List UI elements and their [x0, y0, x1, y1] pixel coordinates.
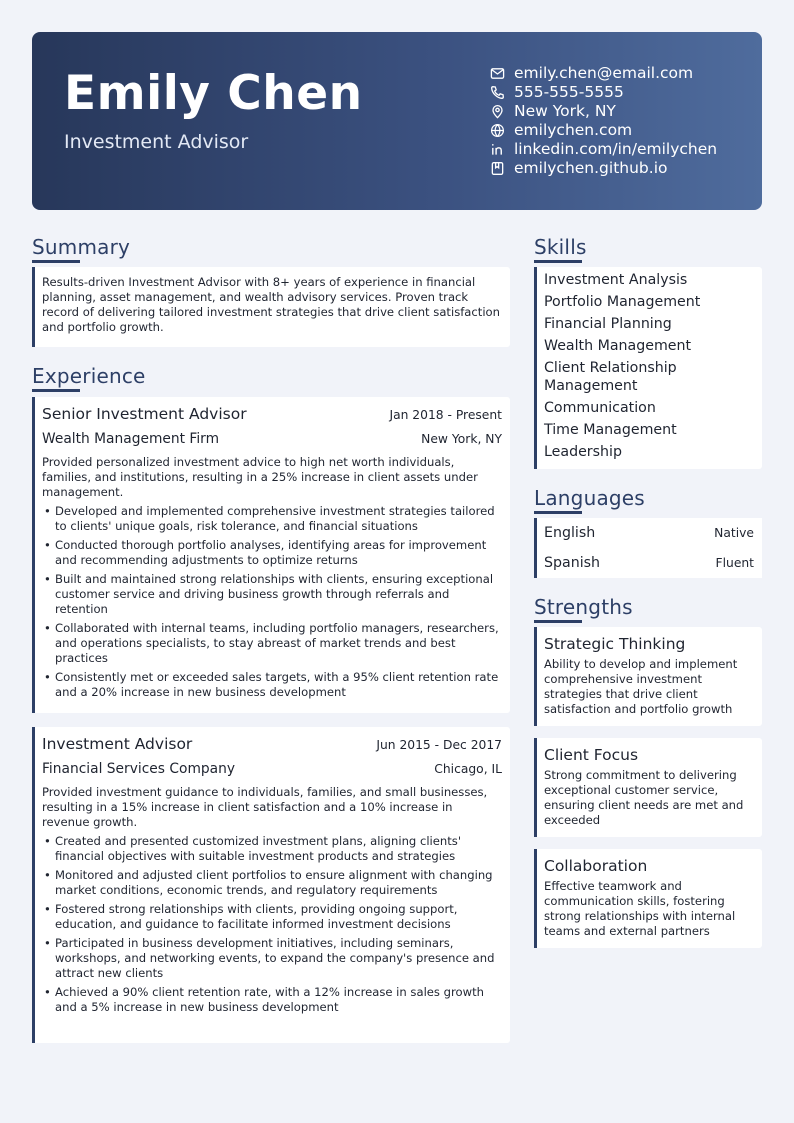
contact-linkedin-text: linkedin.com/in/emilychen [514, 140, 718, 158]
skill-item: Time Management [544, 422, 677, 438]
resume-header [32, 32, 762, 210]
contact-linkedin[interactable] [490, 140, 756, 159]
language-level: Native [714, 526, 754, 540]
job-bullet: • Monitored and adjusted client portfolios to ensure alignment with changing market conditions, economic trends, and regulatory requirements [42, 868, 502, 898]
contact-location-text: New York, NY [514, 102, 616, 120]
job-bullet: • Built and maintained strong relationships with clients, ensuring exceptional customer service and driving business growth through referrals and retention [42, 572, 502, 617]
job-bullets [42, 834, 502, 1015]
mail-icon [490, 66, 505, 81]
candidate-role: Investment Advisor [64, 131, 249, 153]
skill-item: Communication [544, 400, 656, 416]
job-location: Chicago, IL [434, 762, 502, 776]
strength-card [534, 849, 762, 948]
strength-title: Collaboration [544, 857, 648, 875]
candidate-name: Emily Chen [64, 66, 363, 121]
job-bullet: • Collaborated with internal teams, including portfolio managers, researchers, and operations specialists, to stay abreast of market trends and best practices [42, 621, 502, 666]
strength-card [534, 627, 762, 726]
skill-item: Portfolio Management [544, 294, 701, 310]
phone-icon [490, 85, 505, 100]
summary-card [32, 267, 510, 347]
strength-text: Effective teamwork and communication skills, fostering strong relationships with internal teams and external partners [544, 879, 736, 938]
skill-item: Client Relationship Management [544, 360, 677, 394]
job-bullets [42, 504, 502, 700]
experience-heading: Experience [32, 364, 146, 388]
skills-heading-underline [534, 260, 582, 263]
contact-email[interactable] [490, 64, 756, 83]
skill-item: Financial Planning [544, 316, 672, 332]
skills-heading: Skills [534, 235, 587, 259]
contact-email-text: emily.chen@email.com [514, 64, 694, 82]
contact-phone[interactable] [490, 83, 756, 102]
job-date: Jan 2018 - Present [389, 408, 502, 422]
summary-heading: Summary [32, 235, 131, 259]
job-bullet: • Created and presented customized investment plans, aligning clients' financial objectives with suitable investment products and strategies [42, 834, 502, 864]
contact-list [490, 64, 756, 178]
summary-heading-underline [32, 260, 80, 263]
job-description: Provided personalized investment advice to high net worth individuals, families, and institutions, resulting in a 25% increase in client assets under management. [42, 455, 478, 499]
strength-text: Strong commitment to delivering exceptional customer service, ensuring client needs are met and exceeded [544, 768, 744, 827]
contact-location [490, 102, 756, 121]
contact-github-text: emilychen.github.io [514, 159, 668, 177]
job-title: Investment Advisor [42, 735, 193, 753]
job-title: Senior Investment Advisor [42, 405, 247, 423]
job-bullet: • Participated in business development initiatives, including seminars, workshops, and networking events, to expand the company's presence and attract new clients [42, 936, 502, 981]
book-icon [490, 161, 505, 176]
skill-item: Wealth Management [544, 338, 692, 354]
contact-phone-text: 555-555-5555 [514, 83, 624, 101]
job-bullet: • Developed and implemented comprehensive investment strategies tailored to clients' unique goals, risk tolerance, and financial situations [42, 504, 502, 534]
language-row [534, 548, 762, 578]
strength-card [534, 738, 762, 837]
strength-title: Client Focus [544, 746, 639, 764]
job-bullet: • Consistently met or exceeded sales targets, with a 95% client retention rate and a 20% increase in new business development [42, 670, 502, 700]
job-company: Financial Services Company [42, 761, 236, 777]
languages-heading: Languages [534, 486, 645, 510]
language-level: Fluent [715, 556, 754, 570]
job-card [32, 397, 510, 713]
skill-item: Leadership [544, 444, 622, 460]
job-date: Jun 2015 - Dec 2017 [376, 738, 502, 752]
skill-item: Investment Analysis [544, 272, 688, 288]
job-location: New York, NY [421, 432, 502, 446]
strength-title: Strategic Thinking [544, 635, 686, 653]
strengths-heading: Strengths [534, 595, 633, 619]
job-bullet: • Achieved a 90% client retention rate, with a 12% increase in sales growth and a 5% increase in new business development [42, 985, 502, 1015]
job-company: Wealth Management Firm [42, 431, 220, 447]
contact-website-text: emilychen.com [514, 121, 633, 139]
languages-heading-underline [534, 511, 582, 514]
contact-website[interactable] [490, 121, 756, 140]
linkedin-icon [490, 142, 505, 157]
summary-text: Results-driven Investment Advisor with 8+ years of experience in financial planning, asset management, and wealth advisory services. Proven track record of delivering tailored investment strategies that drive client satisfaction and portfolio growth. [42, 275, 500, 334]
job-bullet: • Conducted thorough portfolio analyses, identifying areas for improvement and recommending adjustments to optimize returns [42, 538, 502, 568]
globe-icon [490, 123, 505, 138]
job-card [32, 727, 510, 1043]
language-name: English [544, 525, 596, 541]
location-icon [490, 104, 505, 119]
language-row [534, 518, 762, 548]
experience-heading-underline [32, 389, 80, 392]
skills-card [534, 267, 762, 469]
job-bullet: • Fostered strong relationships with clients, providing ongoing support, education, and guidance to facilitate informed investment decisions [42, 902, 502, 932]
language-name: Spanish [544, 555, 601, 571]
strength-text: Ability to develop and implement comprehensive investment strategies that drive client satisfaction and portfolio growth [544, 657, 738, 716]
job-description: Provided investment guidance to individuals, families, and small businesses, resulting in a 15% increase in client satisfaction and a 10% increase in revenue growth. [42, 785, 488, 829]
strengths-heading-underline [534, 620, 582, 623]
contact-github[interactable] [490, 159, 756, 178]
